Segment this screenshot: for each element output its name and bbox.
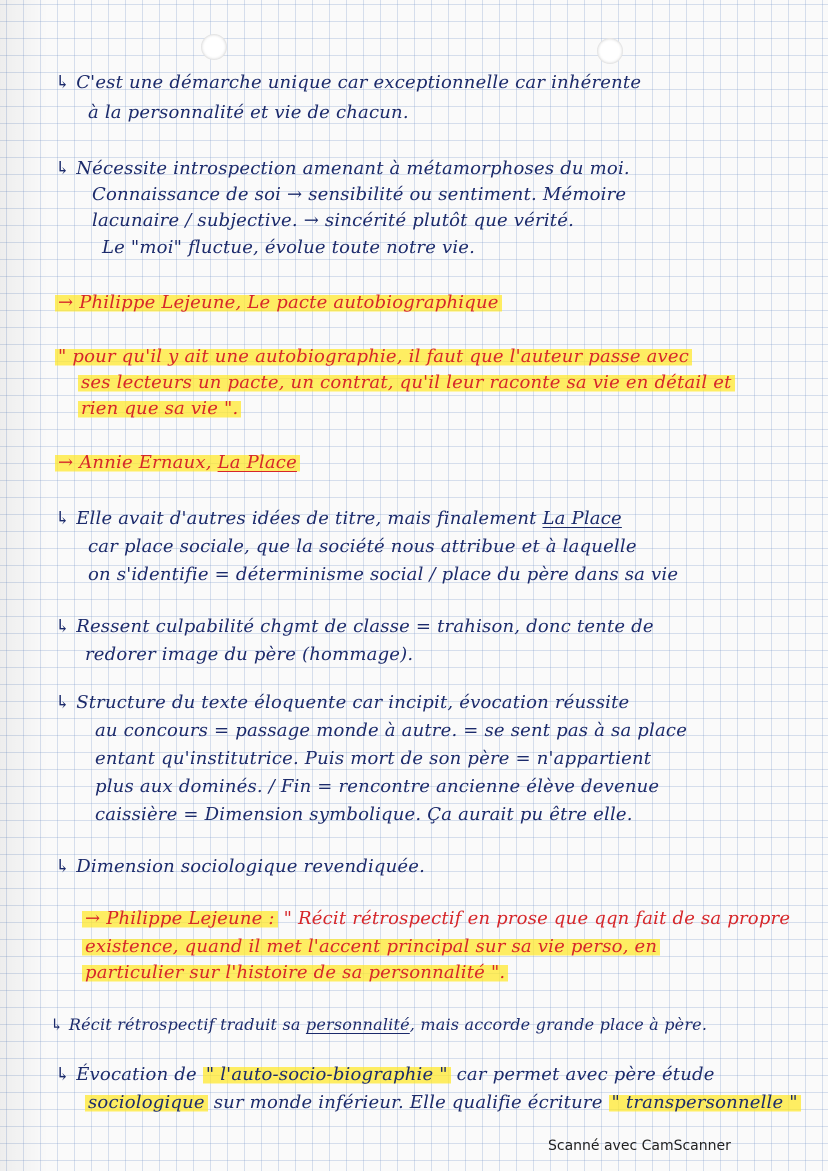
term-highlight: sociologique xyxy=(85,1092,208,1113)
quote-highlight: " pour qu'il y ait une autobiographie, il faut que l'auteur passe avec xyxy=(55,346,692,367)
quote-highlight: particulier sur l'histoire de sa personnalité ". xyxy=(82,962,508,983)
note-line: Connaissance de soi → sensibilité ou sentiment. Mémoire xyxy=(92,184,627,205)
note-line: ↳ Dimension sociologique revendiquée. xyxy=(55,856,426,877)
heading-author: → Annie Ernaux, xyxy=(58,452,218,473)
quote-line xyxy=(78,372,735,394)
section-heading xyxy=(55,452,300,474)
note-line: entant qu'institutrice. Puis mort de son père = n'appartient xyxy=(95,748,652,769)
note-line: redorer image du père (hommage). xyxy=(85,644,414,665)
margin-shadow xyxy=(0,0,48,1171)
note-line: Le "moi" fluctue, évolue toute notre vie. xyxy=(102,237,476,258)
note-line: sociologique sur monde inférieur. Elle qualifie écriture " transpersonnelle " xyxy=(85,1092,801,1114)
note-line: ↳ Ressent culpabilité chgmt de classe = trahison, donc tente de xyxy=(55,616,654,637)
note-line: ↳ Évocation de " l'auto-socio-biographie " car permet avec père étude xyxy=(55,1064,715,1085)
quote-line xyxy=(78,398,241,420)
note-line: au concours = passage monde à autre. = se sent pas à sa place xyxy=(95,720,688,741)
binder-hole-left xyxy=(201,34,227,60)
note-line: lacunaire / subjective. → sincérité plutôt que vérité. xyxy=(92,210,574,231)
quote-highlight: ses lecteurs un pacte, un contrat, qu'il leur raconte sa vie en détail et xyxy=(78,372,735,393)
note-line: ↳ Elle avait d'autres idées de titre, mais finalement La Place xyxy=(55,508,622,529)
term-highlight: " l'auto-socio-biographie " xyxy=(203,1064,451,1085)
quote-line xyxy=(82,908,790,930)
quote-line xyxy=(55,346,692,368)
quote-highlight: rien que sa vie ". xyxy=(78,398,241,419)
note-line: car place sociale, que la société nous attribue et à laquelle xyxy=(88,536,637,557)
book-title: La Place xyxy=(542,508,622,529)
note-line: ↳ Structure du texte éloquente car incipit, évocation réussite xyxy=(55,692,630,713)
note-line: ↳ C'est une démarche unique car exceptionnelle car inhérente xyxy=(55,72,642,93)
section-heading xyxy=(55,292,502,314)
note-line: plus aux dominés. / Fin = rencontre ancienne élève devenue xyxy=(95,776,660,797)
quote-text: " Récit rétrospectif en prose que qqn fait de sa propre xyxy=(283,908,791,929)
note-line: ↳ Récit rétrospectif traduit sa personnalité, mais accorde grande place à père. xyxy=(50,1015,708,1034)
quote-highlight: existence, quand il met l'accent principal sur sa vie perso, en xyxy=(82,936,660,957)
quote-line xyxy=(82,962,508,984)
heading-highlight: → Philippe Lejeune, Le pacte autobiographique xyxy=(55,292,502,313)
note-line: à la personnalité et vie de chacun. xyxy=(88,102,409,123)
scanner-watermark: Scanné avec CamScanner xyxy=(548,1138,731,1154)
quote-line xyxy=(82,936,660,958)
heading-highlight: → Philippe Lejeune : xyxy=(82,908,278,929)
heading-title: La Place xyxy=(217,452,297,473)
note-line: caissière = Dimension symbolique. Ça aurait pu être elle. xyxy=(95,804,633,825)
note-line: ↳ Nécessite introspection amenant à métamorphoses du moi. xyxy=(55,158,630,179)
note-line: on s'identifie = déterminisme social / place du père dans sa vie xyxy=(88,564,679,585)
binder-hole-right xyxy=(597,38,623,64)
term-highlight: " transpersonnelle " xyxy=(609,1092,801,1113)
